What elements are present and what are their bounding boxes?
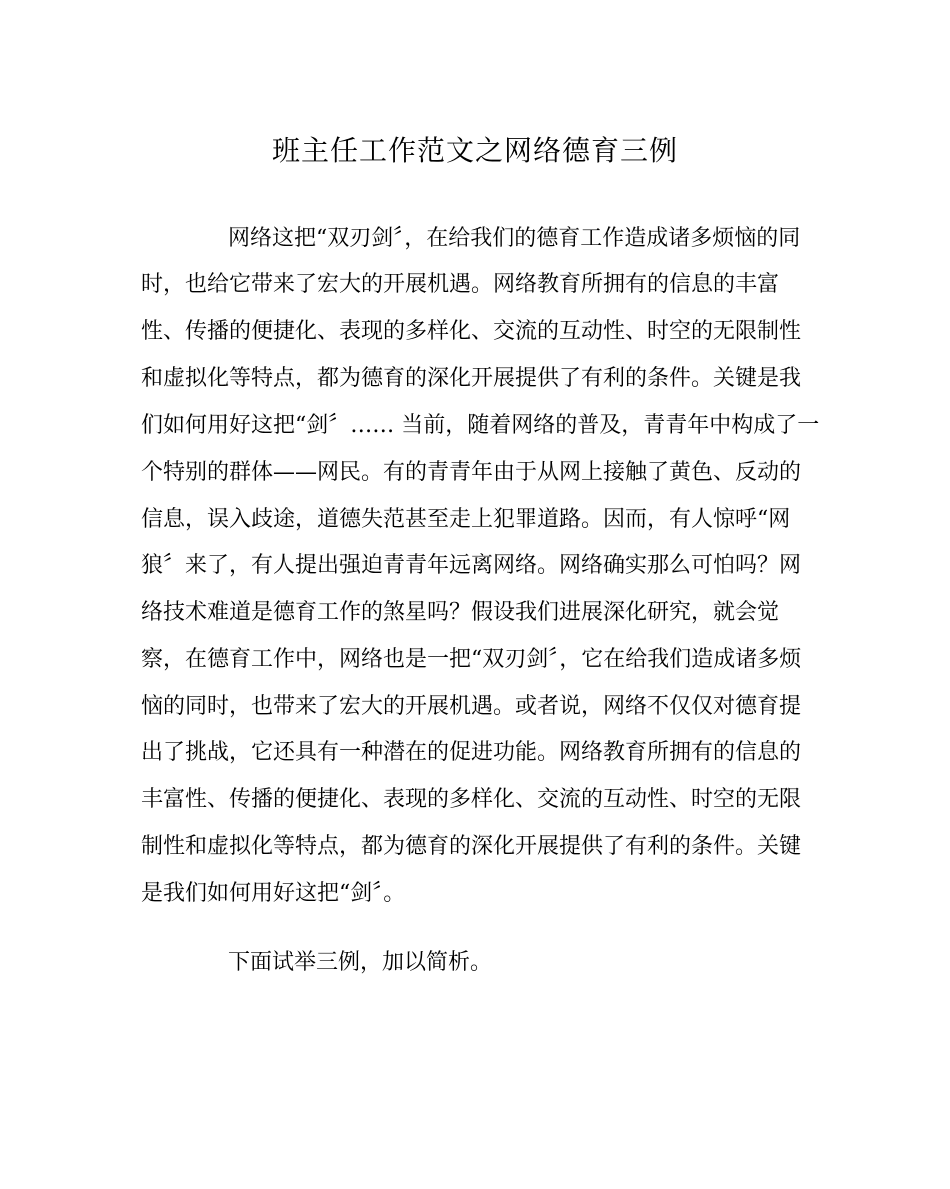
body-line-13: 丰富性、传播的便捷化、表现的多样化、交流的互动性、时空的无限	[141, 787, 802, 812]
body-line-5: 们如何用好这把“剑〞…… 当前，随着网络的普及，青青年中构成了一	[141, 413, 820, 438]
body-line-12: 出了挑战，它还具有一种潜在的促进功能。网络教育所拥有的信息的	[141, 740, 802, 765]
body-line-7: 信息，误入歧途，道德失范甚至走上犯罪道路。因而，有人惊呼“网	[141, 507, 791, 532]
document-title: 班主任工作范文之网络德育三例	[271, 134, 678, 167]
body-line-9: 络技术难道是德育工作的煞星吗？假设我们进展深化研究，就会觉	[141, 600, 780, 625]
body-line-8: 狼〞来了，有人提出强迫青青年远离网络。网络确实那么可怕吗？网	[141, 553, 802, 578]
body-line-14: 制性和虚拟化等特点，都为德育的深化开展提供了有利的条件。关键	[141, 834, 802, 859]
body-line-15: 是我们如何用好这把“剑〞。	[141, 881, 406, 906]
closing-line: 下面试举三例，加以简析。	[228, 950, 493, 975]
body-line-6: 个特别的群体——网民。有的青青年由于从网上接触了黄色、反动的	[141, 460, 802, 485]
body-line-3: 性、传播的便捷化、表现的多样化、交流的互动性、时空的无限制性	[141, 319, 802, 344]
body-line-4: 和虚拟化等特点，都为德育的深化开展提供了有利的条件。关键是我	[141, 366, 802, 391]
body-line-10: 察，在德育工作中，网络也是一把“双刃剑〞，它在给我们造成诸多烦	[141, 647, 802, 672]
body-line-1: 网络这把“双刃剑〞，在给我们的德育工作造成诸多烦恼的同	[228, 226, 801, 251]
body-line-11: 恼的同时，也带来了宏大的开展机遇。或者说，网络不仅仅对德育提	[141, 694, 802, 719]
body-line-2: 时，也给它带来了宏大的开展机遇。网络教育所拥有的信息的丰富	[141, 272, 780, 297]
